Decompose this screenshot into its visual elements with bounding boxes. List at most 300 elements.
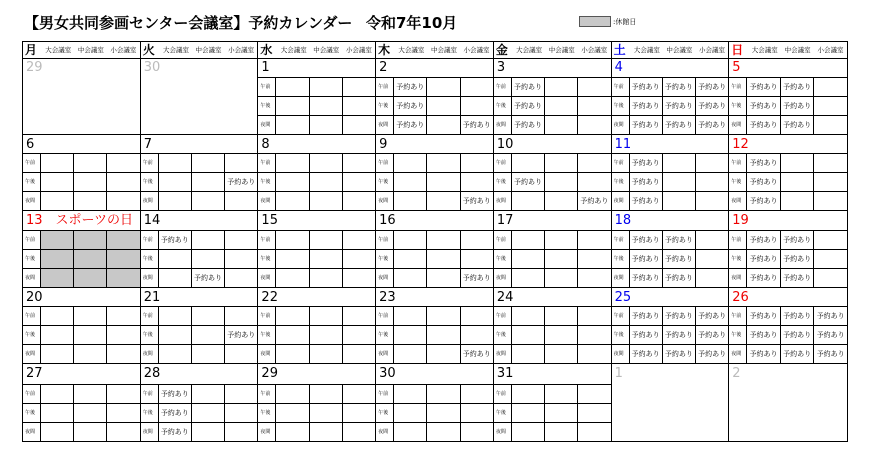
slot-label: 夜間 — [378, 428, 389, 435]
slot-cell[interactable] — [224, 192, 257, 210]
reserved-slot[interactable]: 予約あり — [511, 97, 544, 115]
slot-row — [141, 153, 258, 172]
slot-cell[interactable] — [426, 423, 459, 441]
slot-cell[interactable] — [275, 326, 308, 344]
slot-cell[interactable] — [426, 345, 459, 363]
slot-cell[interactable] — [577, 78, 610, 96]
reserved-slot[interactable]: 予約あり — [746, 307, 780, 325]
slot-cell[interactable] — [275, 173, 308, 191]
slot-cell[interactable] — [158, 192, 191, 210]
slot-cell[interactable] — [106, 173, 139, 191]
reserved-slot[interactable]: 予約あり — [746, 269, 780, 287]
slot-cell[interactable] — [309, 269, 342, 287]
reserved-slot[interactable]: 予約あり — [813, 326, 847, 344]
slot-cell[interactable] — [544, 385, 577, 403]
reserved-slot[interactable]: 予約あり — [746, 231, 780, 249]
slot-cell[interactable] — [309, 192, 342, 210]
slot-cell[interactable] — [106, 154, 139, 172]
calendar-day-cell — [376, 135, 494, 212]
slot-cell[interactable] — [426, 326, 459, 344]
reserved-slot[interactable]: 予約あり — [780, 269, 814, 287]
slot-cell[interactable] — [342, 231, 375, 249]
slot-row — [612, 249, 729, 268]
slot-cell[interactable] — [342, 116, 375, 134]
slot-cell[interactable] — [158, 173, 191, 191]
reserved-slot[interactable]: 予約あり — [393, 116, 426, 134]
slot-cell[interactable] — [40, 173, 73, 191]
slot-cell[interactable] — [544, 173, 577, 191]
slot-cell[interactable] — [275, 307, 308, 325]
slot-cell[interactable] — [577, 385, 610, 403]
slot-cell[interactable] — [275, 231, 308, 249]
slot-cell[interactable] — [342, 326, 375, 344]
slot-cell[interactable] — [813, 154, 847, 172]
slot-cell[interactable] — [813, 250, 847, 268]
day-number: 14 — [143, 213, 161, 229]
slot-cell[interactable] — [393, 231, 426, 249]
slot-cell[interactable] — [191, 231, 224, 249]
slot-cell[interactable] — [577, 269, 610, 287]
slot-label: 夜間 — [25, 351, 36, 358]
slot-cell[interactable] — [544, 250, 577, 268]
slot-cell[interactable] — [342, 385, 375, 403]
reserved-slot[interactable]: 予約あり — [629, 154, 662, 172]
reserved-slot[interactable]: 予約あり — [577, 192, 610, 210]
slot-cell[interactable] — [342, 173, 375, 191]
reserved-slot[interactable]: 予約あり — [780, 345, 814, 363]
slot-cell[interactable] — [426, 192, 459, 210]
reserved-slot[interactable]: 予約あり — [511, 78, 544, 96]
slot-cell[interactable] — [511, 154, 544, 172]
reserved-slot[interactable]: 予約あり — [662, 345, 695, 363]
slot-cell[interactable] — [191, 307, 224, 325]
reserved-slot[interactable]: 予約あり — [460, 345, 493, 363]
slot-cell[interactable] — [511, 385, 544, 403]
reserved-slot[interactable]: 予約あり — [780, 78, 814, 96]
slot-row — [729, 268, 847, 287]
reserved-slot[interactable]: 予約あり — [813, 345, 847, 363]
slot-cell[interactable] — [544, 192, 577, 210]
reserved-slot[interactable]: 予約あり — [629, 250, 662, 268]
slot-cell[interactable] — [73, 404, 106, 422]
slot-cell[interactable] — [662, 154, 695, 172]
slot-cell[interactable] — [342, 404, 375, 422]
slot-cell[interactable] — [544, 307, 577, 325]
slot-cell[interactable] — [275, 78, 308, 96]
slot-cell[interactable] — [780, 173, 814, 191]
slot-cell[interactable] — [73, 423, 106, 441]
slot-cell[interactable] — [224, 250, 257, 268]
slot-cell[interactable] — [577, 345, 610, 363]
slot-cell[interactable] — [73, 154, 106, 172]
slot-cell[interactable] — [695, 173, 728, 191]
slot-cell[interactable] — [40, 385, 73, 403]
slot-cell[interactable] — [460, 326, 493, 344]
reserved-slot[interactable]: 予約あり — [393, 97, 426, 115]
slot-cell[interactable] — [106, 307, 139, 325]
slot-cell[interactable] — [460, 154, 493, 172]
reserved-slot[interactable]: 予約あり — [780, 326, 814, 344]
slot-cell[interactable] — [460, 404, 493, 422]
slot-cell[interactable] — [106, 345, 139, 363]
reserved-slot[interactable]: 予約あり — [780, 116, 814, 134]
slot-cell[interactable] — [224, 231, 257, 249]
reserved-slot[interactable]: 予約あり — [662, 97, 695, 115]
slot-cell[interactable] — [342, 192, 375, 210]
slot-cell[interactable] — [695, 154, 728, 172]
slot-cell[interactable] — [191, 385, 224, 403]
slot-cell[interactable] — [544, 116, 577, 134]
slot-cell[interactable] — [813, 231, 847, 249]
reserved-slot[interactable]: 予約あり — [780, 231, 814, 249]
slot-cell[interactable] — [73, 269, 106, 287]
slot-cell[interactable] — [73, 173, 106, 191]
slot-cell[interactable] — [191, 192, 224, 210]
slot-cell[interactable] — [40, 154, 73, 172]
slot-cell[interactable] — [275, 154, 308, 172]
slot-cell[interactable] — [393, 326, 426, 344]
slot-cell[interactable] — [780, 192, 814, 210]
slot-cell[interactable] — [577, 173, 610, 191]
slot-row — [494, 344, 611, 363]
slot-cell[interactable] — [426, 116, 459, 134]
slot-cell[interactable] — [342, 154, 375, 172]
reserved-slot[interactable]: 予約あり — [629, 231, 662, 249]
slot-cell[interactable] — [158, 269, 191, 287]
slot-cell[interactable] — [191, 173, 224, 191]
slot-cell[interactable] — [40, 192, 73, 210]
slot-cell[interactable] — [342, 307, 375, 325]
slot-cell[interactable] — [158, 250, 191, 268]
reserved-slot[interactable]: 予約あり — [746, 154, 780, 172]
slot-cell[interactable] — [191, 345, 224, 363]
reserved-slot[interactable]: 予約あり — [662, 78, 695, 96]
slot-cell[interactable] — [511, 423, 544, 441]
slot-cell[interactable] — [309, 250, 342, 268]
slot-cell[interactable] — [309, 78, 342, 96]
slot-cell[interactable] — [224, 154, 257, 172]
reserved-slot[interactable]: 予約あり — [695, 345, 728, 363]
slot-cell[interactable] — [426, 78, 459, 96]
slot-cell[interactable] — [224, 404, 257, 422]
slot-cell[interactable] — [40, 404, 73, 422]
slot-cell[interactable] — [73, 307, 106, 325]
reserved-slot[interactable]: 予約あり — [746, 78, 780, 96]
slot-cell[interactable] — [40, 326, 73, 344]
slot-cell[interactable] — [106, 423, 139, 441]
slot-cell[interactable] — [309, 326, 342, 344]
slot-cell[interactable] — [73, 326, 106, 344]
reserved-slot[interactable]: 予約あり — [158, 423, 191, 441]
reserved-slot[interactable]: 予約あり — [746, 173, 780, 191]
slot-cell[interactable] — [106, 250, 139, 268]
slot-cell[interactable] — [544, 97, 577, 115]
reserved-slot[interactable]: 予約あり — [460, 116, 493, 134]
slot-cell[interactable] — [577, 231, 610, 249]
reserved-slot[interactable]: 予約あり — [746, 192, 780, 210]
slot-cell[interactable] — [813, 192, 847, 210]
slot-label: 夜間 — [260, 274, 271, 281]
slot-cell[interactable] — [191, 326, 224, 344]
slot-cell[interactable] — [511, 307, 544, 325]
slot-cell[interactable] — [460, 78, 493, 96]
reserved-slot[interactable]: 予約あり — [662, 307, 695, 325]
slot-label: 午前 — [142, 313, 153, 320]
slot-cell[interactable] — [275, 269, 308, 287]
slot-cell[interactable] — [309, 231, 342, 249]
slot-cell[interactable] — [813, 173, 847, 191]
slot-cell[interactable] — [40, 269, 73, 287]
slot-cell[interactable] — [275, 385, 308, 403]
slot-cell[interactable] — [544, 326, 577, 344]
calendar-day-cell — [494, 364, 612, 441]
time-slots — [258, 306, 375, 363]
slot-cell[interactable] — [695, 231, 728, 249]
reserved-slot[interactable]: 予約あり — [813, 307, 847, 325]
slot-cell[interactable] — [275, 116, 308, 134]
reserved-slot[interactable]: 予約あり — [224, 173, 257, 191]
slot-cell[interactable] — [342, 250, 375, 268]
reserved-slot[interactable]: 予約あり — [629, 192, 662, 210]
reserved-slot[interactable]: 予約あり — [629, 269, 662, 287]
slot-cell[interactable] — [40, 231, 73, 249]
slot-cell[interactable] — [662, 173, 695, 191]
slot-cell[interactable] — [577, 97, 610, 115]
slot-cell[interactable] — [813, 78, 847, 96]
reserved-slot[interactable]: 予約あり — [746, 345, 780, 363]
slot-cell[interactable] — [544, 345, 577, 363]
reserved-slot[interactable]: 予約あり — [746, 250, 780, 268]
slot-cell[interactable] — [224, 423, 257, 441]
reserved-slot[interactable]: 予約あり — [746, 116, 780, 134]
reserved-slot[interactable]: 予約あり — [629, 97, 662, 115]
slot-cell[interactable] — [695, 250, 728, 268]
slot-cell[interactable] — [191, 423, 224, 441]
slot-cell[interactable] — [275, 423, 308, 441]
reserved-slot[interactable]: 予約あり — [662, 269, 695, 287]
slot-cell[interactable] — [544, 404, 577, 422]
slot-cell[interactable] — [40, 307, 73, 325]
slot-cell[interactable] — [191, 404, 224, 422]
slot-cell[interactable] — [426, 97, 459, 115]
slot-cell[interactable] — [393, 173, 426, 191]
slot-cell[interactable] — [393, 404, 426, 422]
reserved-slot[interactable]: 予約あり — [629, 116, 662, 134]
slot-cell[interactable] — [511, 404, 544, 422]
reserved-slot[interactable]: 予約あり — [662, 116, 695, 134]
slot-label: 午前 — [260, 390, 271, 397]
reserved-slot[interactable]: 予約あり — [511, 116, 544, 134]
slot-cell[interactable] — [426, 154, 459, 172]
slot-cell[interactable] — [426, 307, 459, 325]
calendar-day-cell — [376, 288, 494, 365]
slot-cell[interactable] — [158, 326, 191, 344]
slot-cell[interactable] — [106, 231, 139, 249]
slot-cell[interactable] — [577, 404, 610, 422]
slot-cell[interactable] — [426, 250, 459, 268]
slot-cell[interactable] — [426, 269, 459, 287]
slot-cell[interactable] — [106, 404, 139, 422]
slot-cell[interactable] — [309, 345, 342, 363]
slot-cell[interactable] — [393, 423, 426, 441]
slot-cell[interactable] — [309, 307, 342, 325]
time-slots — [612, 230, 729, 287]
reserved-slot[interactable]: 予約あり — [393, 78, 426, 96]
slot-cell[interactable] — [342, 423, 375, 441]
slot-cell[interactable] — [460, 250, 493, 268]
slot-cell[interactable] — [426, 231, 459, 249]
slot-cell[interactable] — [393, 345, 426, 363]
reserved-slot[interactable]: 予約あり — [629, 345, 662, 363]
slot-cell[interactable] — [511, 326, 544, 344]
reserved-slot[interactable]: 予約あり — [746, 326, 780, 344]
slot-cell[interactable] — [73, 385, 106, 403]
calendar-day-cell — [258, 364, 376, 441]
reserved-slot[interactable]: 予約あり — [695, 326, 728, 344]
slot-cell[interactable] — [309, 154, 342, 172]
slot-cell[interactable] — [393, 250, 426, 268]
slot-cell[interactable] — [426, 385, 459, 403]
slot-cell[interactable] — [544, 154, 577, 172]
slot-cell[interactable] — [511, 250, 544, 268]
slot-cell[interactable] — [224, 307, 257, 325]
reserved-slot[interactable]: 予約あり — [158, 231, 191, 249]
slot-cell[interactable] — [309, 173, 342, 191]
reserved-slot[interactable]: 予約あり — [511, 173, 544, 191]
slot-cell[interactable] — [106, 192, 139, 210]
slot-cell[interactable] — [460, 173, 493, 191]
reserved-slot[interactable]: 予約あり — [460, 192, 493, 210]
slot-cell[interactable] — [577, 250, 610, 268]
slot-cell[interactable] — [577, 307, 610, 325]
slot-cell[interactable] — [158, 154, 191, 172]
slot-cell[interactable] — [158, 345, 191, 363]
slot-cell[interactable] — [224, 269, 257, 287]
reserved-slot[interactable]: 予約あり — [629, 326, 662, 344]
reserved-slot[interactable]: 予約あり — [695, 307, 728, 325]
slot-row — [23, 249, 140, 268]
slot-cell[interactable] — [813, 97, 847, 115]
slot-cell[interactable] — [393, 385, 426, 403]
slot-cell[interactable] — [73, 250, 106, 268]
slot-cell[interactable] — [309, 404, 342, 422]
slot-cell[interactable] — [695, 192, 728, 210]
slot-cell[interactable] — [224, 385, 257, 403]
slot-cell[interactable] — [73, 192, 106, 210]
slot-cell[interactable] — [393, 154, 426, 172]
slot-cell[interactable] — [342, 78, 375, 96]
reserved-slot[interactable]: 予約あり — [780, 250, 814, 268]
reserved-slot[interactable]: 予約あり — [695, 78, 728, 96]
reserved-slot[interactable]: 予約あり — [629, 307, 662, 325]
slot-cell[interactable] — [662, 192, 695, 210]
slot-cell[interactable] — [224, 345, 257, 363]
slot-cell[interactable] — [191, 154, 224, 172]
slot-cell[interactable] — [460, 307, 493, 325]
slot-cell[interactable] — [73, 231, 106, 249]
reserved-slot[interactable]: 予約あり — [695, 97, 728, 115]
slot-cell[interactable] — [158, 307, 191, 325]
slot-cell[interactable] — [275, 404, 308, 422]
slot-cell[interactable] — [393, 307, 426, 325]
slot-cell[interactable] — [813, 116, 847, 134]
slot-cell[interactable] — [460, 97, 493, 115]
slot-cell[interactable] — [309, 116, 342, 134]
reserved-slot[interactable]: 予約あり — [746, 97, 780, 115]
slot-cell[interactable] — [393, 269, 426, 287]
slot-cell[interactable] — [695, 269, 728, 287]
slot-cell[interactable] — [511, 192, 544, 210]
slot-cell[interactable] — [106, 326, 139, 344]
slot-cell[interactable] — [275, 192, 308, 210]
slot-cell[interactable] — [309, 97, 342, 115]
slot-cell[interactable] — [511, 345, 544, 363]
slot-cell[interactable] — [544, 423, 577, 441]
slot-cell[interactable] — [511, 231, 544, 249]
reserved-slot[interactable]: 予約あり — [662, 231, 695, 249]
reserved-slot[interactable]: 予約あり — [224, 326, 257, 344]
slot-cell[interactable] — [577, 423, 610, 441]
slot-cell[interactable] — [544, 231, 577, 249]
slot-cell[interactable] — [342, 97, 375, 115]
slot-cell[interactable] — [191, 250, 224, 268]
slot-cell[interactable] — [40, 345, 73, 363]
slot-cell[interactable] — [275, 250, 308, 268]
reserved-slot[interactable]: 予約あり — [695, 116, 728, 134]
reserved-slot[interactable]: 予約あり — [662, 326, 695, 344]
slot-label: 午後 — [731, 255, 742, 262]
slot-cell[interactable] — [309, 385, 342, 403]
slot-cell[interactable] — [460, 231, 493, 249]
slot-row — [376, 172, 493, 191]
slot-cell[interactable] — [577, 116, 610, 134]
slot-cell[interactable] — [342, 269, 375, 287]
reserved-slot[interactable]: 予約あり — [629, 78, 662, 96]
slot-cell[interactable] — [342, 345, 375, 363]
reserved-slot[interactable]: 予約あり — [191, 269, 224, 287]
reserved-slot[interactable]: 予約あり — [780, 97, 814, 115]
slot-cell[interactable] — [577, 154, 610, 172]
slot-cell[interactable] — [577, 326, 610, 344]
slot-cell[interactable] — [426, 173, 459, 191]
slot-cell[interactable] — [275, 345, 308, 363]
slot-cell[interactable] — [106, 269, 139, 287]
reserved-slot[interactable]: 予約あり — [629, 173, 662, 191]
slot-cell[interactable] — [780, 154, 814, 172]
slot-cell[interactable] — [426, 404, 459, 422]
slot-cell[interactable] — [40, 250, 73, 268]
slot-cell[interactable] — [813, 269, 847, 287]
reserved-slot[interactable]: 予約あり — [460, 269, 493, 287]
slot-cell[interactable] — [106, 385, 139, 403]
slot-cell[interactable] — [544, 269, 577, 287]
slot-cell[interactable] — [460, 385, 493, 403]
slot-cell[interactable] — [544, 78, 577, 96]
reserved-slot[interactable]: 予約あり — [780, 307, 814, 325]
slot-cell[interactable] — [40, 423, 73, 441]
slot-cell[interactable] — [511, 269, 544, 287]
slot-cell[interactable] — [460, 423, 493, 441]
slot-cell[interactable] — [73, 345, 106, 363]
slot-cell[interactable] — [309, 423, 342, 441]
slot-cell[interactable] — [275, 97, 308, 115]
day-number: 12 — [732, 136, 749, 152]
day-number: 16 — [379, 213, 396, 229]
reserved-slot[interactable]: 予約あり — [662, 250, 695, 268]
reserved-slot[interactable]: 予約あり — [158, 385, 191, 403]
slot-cell[interactable] — [393, 192, 426, 210]
reserved-slot[interactable]: 予約あり — [158, 404, 191, 422]
